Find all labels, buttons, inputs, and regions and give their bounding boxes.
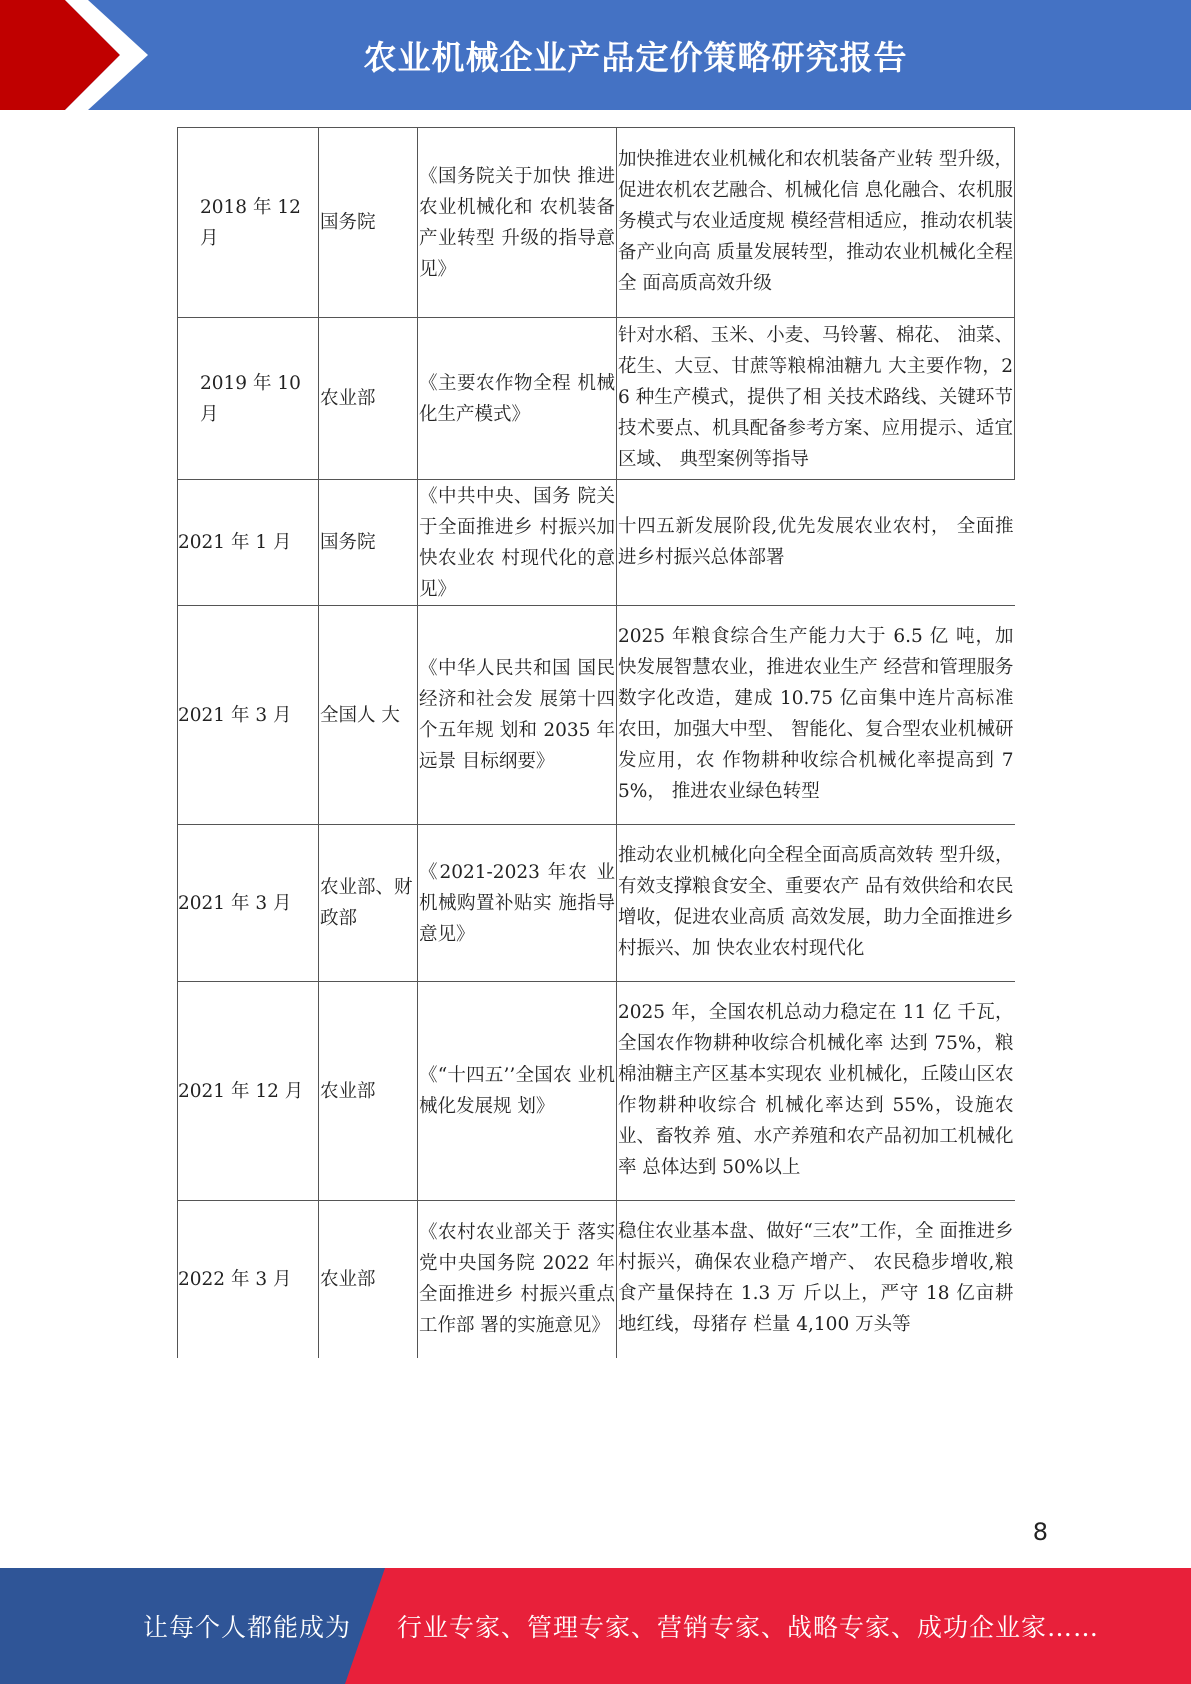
footer-banner [0, 1568, 1191, 1684]
content-cell: 针对水稻、玉米、小麦、马铃薯、棉花、 油菜、花生、大豆、甘蔗等粮棉油糖九 大主要作物，26 种生产模式，提供了相 关技术路线、关键环节技术要点、机具配备参考方案、应用提示、适宜区域、 典型案例等指导 [617, 318, 1015, 480]
footer-slogan-left: 让每个人都能成为 [143, 1613, 352, 1642]
date-cell: 2021 年 3 月 [178, 825, 319, 982]
org-cell: 农业部 [319, 318, 418, 480]
content-cell: 稳住农业基本盘、做好“三农”工作，全 面推进乡村振兴，确保农业稳产增产、 农民稳步增收,粮食产量保持在 1.3 万 斤以上，严守 18 亿亩耕地红线，母猪存 栏量 4,100 万头等 [617, 1201, 1015, 1358]
policy-table [177, 127, 1015, 1358]
table-row [178, 128, 1015, 318]
org-cell: 全国人 大 [319, 606, 418, 825]
content-cell: 十四五新发展阶段,优先发展农业农村， 全面推进乡村振兴总体部署 [617, 480, 1015, 606]
header-banner [0, 0, 1191, 110]
page-number: 8 [1032, 1518, 1048, 1546]
date-cell: 2021 年 12 月 [178, 982, 319, 1201]
table-row [178, 318, 1015, 480]
content-cell: 加快推进农业机械化和农机装备产业转 型升级，促进农机农艺融合、机械化信 息化融合、农机服务模式与农业适度规 模经营相适应，推动农机装备产业向高 质量发展转型，推动农业机械化全程全 面高质高效升级 [617, 128, 1015, 318]
date-cell: 2022 年 3 月 [178, 1201, 319, 1358]
document-cell: 《中共中央、国务 院关于全面推进乡 村振兴加快农业农 村现代化的意见》 [418, 480, 617, 606]
org-cell: 农业部 [319, 982, 418, 1201]
table-row [178, 480, 1015, 606]
org-cell: 国务院 [319, 480, 418, 606]
document-cell: 《“十四五’’全国农 业机械化发展规 划》 [418, 982, 617, 1201]
org-cell: 国务院 [319, 128, 418, 318]
table-row [178, 825, 1015, 982]
document-cell: 《中华人民共和国 国民经济和社会发 展第十四个五年规 划和 2035 年远景 目标纲要》 [418, 606, 617, 825]
date-cell: 2021 年 1 月 [178, 480, 319, 606]
content-cell: 推动农业机械化向全程全面高质高效转 型升级，有效支撑粮食安全、重要农产 品有效供给和农民增收，促进农业高质 高效发展，助力全面推进乡村振兴、加 快农业农村现代化 [617, 825, 1015, 982]
document-cell: 《2021-2023 年农 业机械购置补贴实 施指导意见》 [418, 825, 617, 982]
document-cell: 《主要农作物全程 机械化生产模式》 [418, 318, 617, 480]
content-cell: 2025 年，全国农机总动力稳定在 11 亿 千瓦，全国农作物耕种收综合机械化率 达到 75%，粮棉油糖主产区基本实现农 业机械化，丘陵山区农作物耕种收综合 机械化率达到 55%，设施农业、畜牧养 殖、水产养殖和农产品初加工机械化率 总体达到 50%以上 [617, 982, 1015, 1201]
policy-table-wrapper [177, 127, 1014, 1358]
org-cell: 农业部 [319, 1201, 418, 1358]
date-cell: 2018 年 12 月 [178, 128, 319, 318]
table-row [178, 982, 1015, 1201]
org-cell: 农业部、财政部 [319, 825, 418, 982]
footer-slogan-right: 行业专家、管理专家、营销专家、战略专家、成功企业家…… [397, 1613, 1100, 1642]
content-cell: 2025 年粮食综合生产能力大于 6.5 亿 吨，加快发展智慧农业，推进农业生产 经营和管理服务数字化改造，建成 10.75 亿亩集中连片高标准农田，加强大中型、 智能化、复合型农业机械研发应用，农 作物耕种收综合机械化率提高到 75%， 推进农业绿色转型 [617, 606, 1015, 825]
report-title: 农业机械企业产品定价策略研究报告 [363, 37, 908, 77]
document-cell: 《农村农业部关于 落实党中央国务院 2022 年全面推进乡 村振兴重点工作部 署的实施意见》 [418, 1201, 617, 1358]
date-cell: 2019 年 10 月 [178, 318, 319, 480]
table-row [178, 606, 1015, 825]
date-cell: 2021 年 3 月 [178, 606, 319, 825]
table-row [178, 1201, 1015, 1358]
document-cell: 《国务院关于加快 推进农业机械化和 农机装备产业转型 升级的指导意见》 [418, 128, 617, 318]
